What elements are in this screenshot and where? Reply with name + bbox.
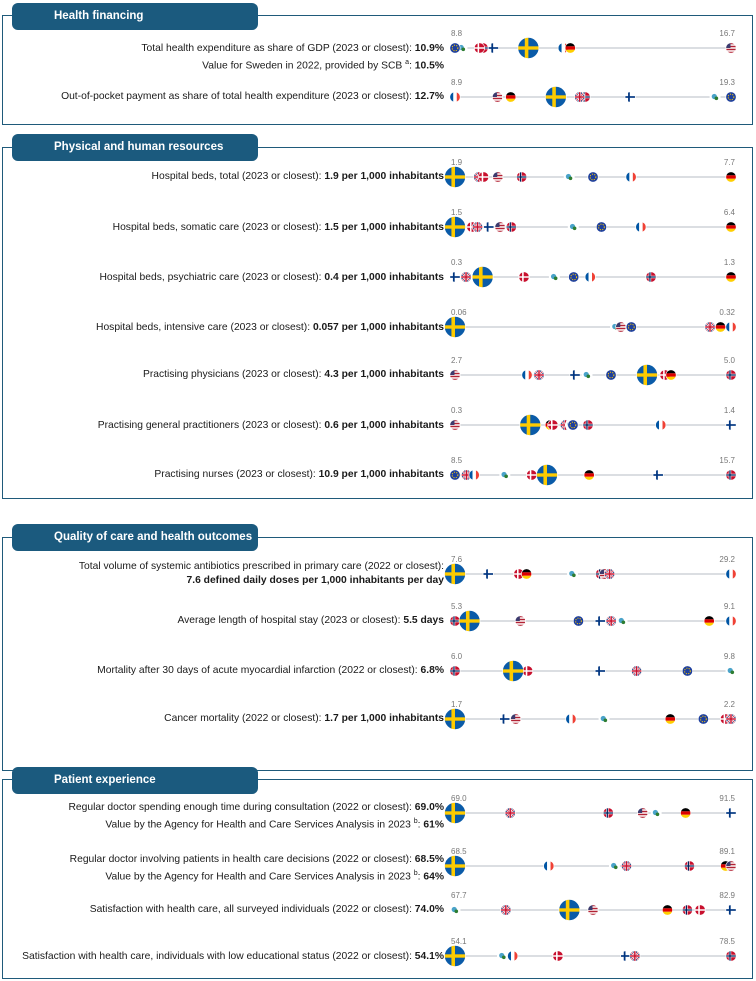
marker-united-states — [511, 714, 521, 724]
marker-eu-average — [450, 43, 460, 53]
label-value: 1.9 per 1,000 inhabitants — [324, 171, 444, 182]
marker-germany — [726, 172, 736, 182]
marker-sweden — [445, 709, 466, 730]
strip-row-satis_low — [445, 937, 737, 967]
label-value: 1.5 per 1,000 inhabitants — [324, 222, 444, 233]
marker-eu-average — [596, 222, 606, 232]
marker-france — [726, 569, 736, 579]
marker-united-kingdom — [606, 616, 616, 626]
marker-united-states — [495, 222, 505, 232]
marker-oecd-average — [617, 616, 627, 626]
marker-finland — [726, 905, 736, 915]
footnote-marker: b — [413, 818, 418, 825]
marker-sweden — [559, 900, 580, 921]
marker-sweden — [445, 564, 466, 585]
label-value: 69.0% — [414, 802, 444, 813]
strip-row-involving — [445, 847, 737, 877]
marker-oecd-average — [710, 92, 720, 102]
marker-finland — [625, 92, 635, 102]
max-label: 1.4 — [723, 406, 735, 415]
marker-norway — [682, 905, 692, 915]
max-label: 91.5 — [719, 794, 735, 803]
marker-france — [566, 714, 576, 724]
marker-united-states — [515, 616, 525, 626]
marker-sweden — [637, 365, 658, 386]
section-title-health-financing: Health financing — [12, 3, 258, 30]
min-label: 69.0 — [451, 794, 467, 803]
min-label: 1.5 — [451, 208, 463, 217]
label-value: 0.6 per 1,000 inhabitants — [324, 420, 444, 431]
marker-norway — [646, 272, 656, 282]
section-title-patient-experience: Patient experience — [12, 767, 258, 794]
strip-row-the_gdp — [450, 29, 736, 59]
min-label: 7.6 — [451, 555, 463, 564]
marker-sweden — [459, 611, 480, 632]
marker-united-states — [450, 370, 460, 380]
marker-united-kingdom — [604, 569, 614, 579]
marker-finland — [726, 420, 736, 430]
max-label: 7.7 — [723, 158, 735, 167]
max-label: 1.3 — [723, 258, 735, 267]
label-sep: : — [409, 60, 415, 72]
marker-oecd-average — [582, 370, 592, 380]
marker-finland — [595, 666, 605, 676]
marker-oecd-average — [500, 470, 510, 480]
marker-germany — [665, 714, 675, 724]
label-text: Total health expenditure as share of GDP (2023 or closest): — [141, 43, 415, 54]
marker-finland — [726, 808, 736, 818]
marker-united-kingdom — [505, 808, 515, 818]
marker-finland — [499, 714, 509, 724]
marker-finland — [595, 616, 605, 626]
label-value: 4.3 per 1,000 inhabitants — [324, 369, 444, 380]
marker-germany — [584, 470, 594, 480]
label-text: Mortality after 30 days of acute myocardial infarction (2022 or closest): — [97, 665, 421, 676]
label-value-2: 7.6 defined daily doses per 1,000 inhabitants per day — [186, 575, 444, 586]
marker-united-kingdom — [621, 861, 631, 871]
strip-row-beds_total — [445, 158, 737, 188]
marker-france — [726, 322, 736, 332]
label-sep: : — [417, 871, 424, 883]
strip-row-time — [445, 794, 737, 824]
marker-france — [585, 272, 595, 282]
marker-oecd-average — [549, 272, 559, 282]
min-label: 5.3 — [451, 602, 463, 611]
label-text: Satisfaction with health care, all surveyed individuals (2022 or closest): — [89, 904, 415, 915]
strip-row-physicians — [450, 356, 736, 386]
marker-united-states — [616, 322, 626, 332]
label-text: Average length of hospital stay (2023 or closest): — [177, 615, 404, 626]
min-label: 8.5 — [451, 456, 463, 465]
marker-norway — [726, 370, 736, 380]
marker-norway — [684, 861, 694, 871]
marker-sweden — [520, 415, 541, 436]
min-label: 1.9 — [451, 158, 463, 167]
min-label: 2.7 — [451, 356, 463, 365]
marker-united-kingdom — [575, 92, 585, 102]
marker-norway — [726, 470, 736, 480]
marker-sweden — [445, 803, 466, 824]
marker-norway — [726, 951, 736, 961]
label-text: Practising general practitioners (2023 or closest): — [97, 420, 325, 431]
marker-oecd-average — [651, 808, 661, 818]
max-label: 0.32 — [719, 308, 735, 317]
marker-norway — [450, 666, 460, 676]
label-text: Satisfaction with health care, individuals with low educational status (2022 or closest): — [22, 951, 415, 962]
strip-row-gps — [450, 406, 736, 436]
marker-france — [626, 172, 636, 182]
min-label: 0.3 — [451, 406, 463, 415]
marker-germany — [704, 616, 714, 626]
marker-germany — [521, 569, 531, 579]
max-label: 5.0 — [723, 356, 735, 365]
min-label: 0.3 — [451, 258, 463, 267]
marker-oecd-average — [497, 951, 507, 961]
marker-eu-average — [606, 370, 616, 380]
marker-sweden — [545, 87, 566, 108]
marker-eu-average — [682, 666, 692, 676]
marker-oecd-average — [726, 666, 736, 676]
marker-france — [450, 92, 460, 102]
max-label: 19.3 — [719, 78, 735, 87]
marker-germany — [666, 370, 676, 380]
marker-sweden — [445, 856, 466, 877]
marker-sweden — [537, 465, 558, 486]
marker-eu-average — [698, 714, 708, 724]
marker-sweden — [445, 946, 466, 967]
marker-sweden — [445, 317, 466, 338]
min-label: 8.8 — [451, 29, 463, 38]
marker-united-states — [450, 420, 460, 430]
max-label: 16.7 — [719, 29, 735, 38]
marker-sweden — [472, 267, 493, 288]
marker-united-states — [637, 808, 647, 818]
marker-eu-average — [568, 272, 578, 282]
marker-eu-average — [450, 470, 460, 480]
marker-united-states — [492, 92, 502, 102]
marker-germany — [565, 43, 575, 53]
label-text: Total volume of systemic antibiotics prescribed in primary care (2022 or closest): — [78, 561, 444, 572]
marker-oecd-average — [567, 569, 577, 579]
marker-finland — [483, 569, 493, 579]
label-value: 12.7% — [414, 91, 444, 102]
max-label: 29.2 — [719, 555, 735, 564]
marker-united-states — [726, 861, 736, 871]
marker-germany — [726, 272, 736, 282]
label-value-2: 61% — [423, 819, 444, 831]
marker-oecd-average — [599, 714, 609, 724]
marker-eu-average — [726, 92, 736, 102]
label-text: Cancer mortality (2022 or closest): — [164, 713, 325, 724]
label-text-2: Value for Sweden in 2022, provided by SCB — [202, 60, 406, 72]
marker-norway — [583, 420, 593, 430]
label-text: Hospital beds, psychiatric care (2023 or closest): — [99, 272, 325, 283]
min-label: 54.1 — [451, 937, 467, 946]
marker-eu-average — [568, 420, 578, 430]
marker-france — [507, 951, 517, 961]
marker-oecd-average — [450, 905, 460, 915]
min-label: 8.9 — [451, 78, 463, 87]
strip-row-los — [450, 602, 736, 632]
label-value: 5.5 days — [403, 615, 444, 626]
label-text: Hospital beds, total (2023 or closest): — [151, 171, 325, 182]
marker-sweden — [518, 38, 539, 59]
marker-united-states — [588, 905, 598, 915]
label-value: 1.7 per 1,000 inhabitants — [324, 713, 444, 724]
label-text: Hospital beds, somatic care (2023 or closest): — [112, 222, 325, 233]
marker-germany — [662, 905, 672, 915]
label-text-2: Value by the Agency for Health and Care Services Analysis in 2023 — [105, 819, 414, 831]
strip-row-beds_icu — [445, 308, 737, 338]
label-sep: : — [417, 819, 424, 831]
marker-united-states — [726, 43, 736, 53]
marker-france — [636, 222, 646, 232]
max-label: 15.7 — [719, 456, 735, 465]
max-label: 9.1 — [723, 602, 735, 611]
marker-united-kingdom — [705, 322, 715, 332]
max-label: 2.2 — [723, 700, 735, 709]
label-value: 6.8% — [420, 665, 444, 676]
min-label: 6.0 — [451, 652, 463, 661]
label-value: 0.4 per 1,000 inhabitants — [324, 272, 444, 283]
strip-row-satis_all — [450, 891, 736, 921]
label-value-2: 10.5% — [414, 60, 444, 72]
marker-united-kingdom — [501, 905, 511, 915]
marker-norway — [516, 172, 526, 182]
marker-sweden — [445, 167, 466, 188]
marker-oecd-average — [564, 172, 574, 182]
marker-united-kingdom — [630, 951, 640, 961]
label-value: 10.9% — [414, 43, 444, 54]
max-label: 6.4 — [723, 208, 735, 217]
marker-sweden — [445, 217, 466, 238]
marker-norway — [506, 222, 516, 232]
strip-row-ami — [450, 652, 736, 682]
strip-row-cancer — [445, 700, 737, 730]
marker-finland — [653, 470, 663, 480]
label-text: Regular doctor involving patients in health care decisions (2022 or closest): — [69, 854, 415, 865]
max-label: 82.9 — [719, 891, 735, 900]
label-text: Hospital beds, intensive care (2023 or closest): — [96, 322, 313, 333]
marker-denmark — [548, 420, 558, 430]
marker-france — [469, 470, 479, 480]
marker-france — [656, 420, 666, 430]
max-label: 78.5 — [719, 937, 735, 946]
marker-united-kingdom — [534, 370, 544, 380]
marker-norway — [450, 616, 460, 626]
label-value: 68.5% — [414, 854, 444, 865]
label-value: 74.0% — [414, 904, 444, 915]
label-value: 10.9 per 1,000 inhabitants — [318, 469, 444, 480]
label-value: 0.057 per 1,000 inhabitants — [312, 322, 444, 333]
marker-united-kingdom — [726, 714, 736, 724]
label-text-2: Value by the Agency for Health and Care Services Analysis in 2023 — [105, 871, 414, 883]
marker-sweden — [503, 661, 524, 682]
marker-norway — [603, 808, 613, 818]
marker-france — [544, 861, 554, 871]
marker-finland — [450, 272, 460, 282]
max-label: 9.8 — [723, 652, 735, 661]
strip-row-oop — [450, 78, 736, 108]
label-value: 54.1% — [414, 951, 444, 962]
marker-finland — [484, 222, 494, 232]
marker-denmark — [695, 905, 705, 915]
marker-germany — [506, 92, 516, 102]
marker-denmark — [526, 470, 536, 480]
marker-united-states — [493, 172, 503, 182]
section-title-physical-resources: Physical and human resources — [12, 134, 258, 161]
min-label: 67.7 — [451, 891, 467, 900]
max-label: 89.1 — [719, 847, 735, 856]
label-text: Practising nurses (2023 or closest): — [154, 469, 319, 480]
marker-germany — [726, 222, 736, 232]
marker-denmark — [478, 172, 488, 182]
marker-united-kingdom — [631, 666, 641, 676]
marker-oecd-average — [609, 861, 619, 871]
marker-denmark — [474, 43, 484, 53]
strip-row-beds_psych — [450, 258, 736, 288]
marker-denmark — [522, 666, 532, 676]
marker-denmark — [553, 951, 563, 961]
marker-finland — [488, 43, 498, 53]
marker-united-kingdom — [461, 272, 471, 282]
marker-germany — [715, 322, 725, 332]
marker-denmark — [519, 272, 529, 282]
marker-france — [522, 370, 532, 380]
min-label: 0.06 — [451, 308, 467, 317]
footnote-marker: b — [413, 870, 418, 877]
strip-row-beds_somatic — [445, 208, 737, 238]
label-value-2: 64% — [423, 871, 444, 883]
strip-row-antibiotics — [445, 555, 737, 585]
label-text: Out-of-pocket payment as share of total health expenditure (2023 or closest): — [61, 91, 415, 102]
marker-germany — [680, 808, 690, 818]
marker-eu-average — [588, 172, 598, 182]
footnote-marker: a — [405, 59, 410, 66]
strip-row-nurses — [450, 456, 736, 486]
label-text: Practising physicians (2023 or closest): — [142, 369, 325, 380]
marker-france — [726, 616, 736, 626]
section-title-quality-of-care: Quality of care and health outcomes — [12, 524, 258, 551]
marker-finland — [570, 370, 580, 380]
marker-eu-average — [626, 322, 636, 332]
marker-oecd-average — [568, 222, 578, 232]
min-label: 68.5 — [451, 847, 467, 856]
label-text: Regular doctor spending enough time during consultation (2022 or closest): — [68, 802, 415, 813]
marker-united-kingdom — [472, 222, 482, 232]
min-label: 1.7 — [451, 700, 463, 709]
marker-eu-average — [573, 616, 583, 626]
